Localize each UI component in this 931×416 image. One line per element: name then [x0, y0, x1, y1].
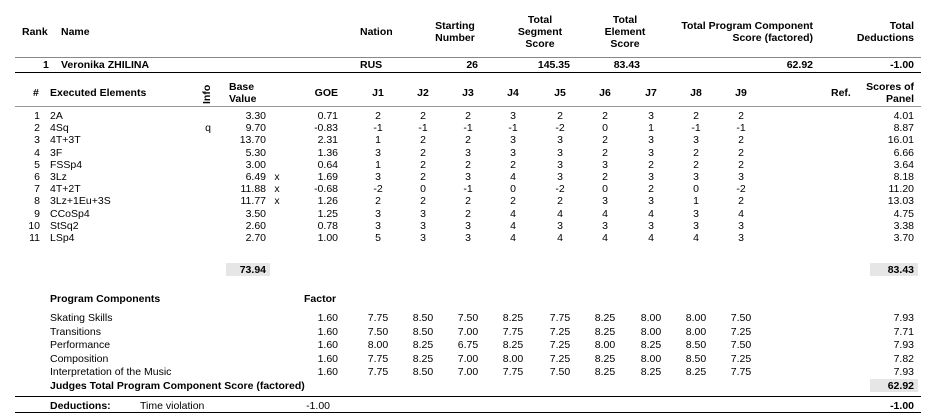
element-judge-score: 2 — [602, 146, 608, 159]
element-judge-score: 2 — [375, 195, 381, 208]
element-name: 4T+2T — [50, 183, 81, 196]
element-judge-score: 2 — [420, 195, 426, 208]
element-num: 11 — [29, 232, 40, 244]
pc-judge-score: 8.25 — [412, 352, 434, 365]
pc-judge-score: 8.50 — [412, 325, 434, 338]
pc-factor-label: Factor — [304, 293, 337, 305]
element-judge-score: 3 — [375, 171, 381, 183]
element-judge-score: 3 — [557, 158, 563, 171]
element-goe: 1.00 — [317, 232, 338, 244]
element-panel-score: 3.38 — [893, 219, 914, 232]
pc-judge-score: 8.00 — [640, 325, 662, 338]
skater-tss: 145.35 — [537, 59, 570, 71]
element-name: LSp4 — [50, 232, 75, 244]
pc-judge-score: 7.75 — [502, 366, 524, 378]
element-judge-score: -2 — [555, 122, 565, 135]
element-name: 3Lz+1Eu+3S — [50, 195, 111, 208]
pc-judge-score: 8.00 — [502, 352, 524, 365]
pc-judge-score: 8.25 — [594, 352, 616, 365]
element-base-value: 6.49 — [245, 171, 266, 183]
element-judge-score: 2 — [693, 146, 699, 159]
element-judge-score: 0 — [693, 183, 699, 196]
pc-judge-score: 7.25 — [730, 325, 752, 338]
element-judge-score: 3 — [648, 110, 654, 122]
element-num: 1 — [34, 110, 40, 122]
element-num: 3 — [34, 134, 40, 147]
header-total-deductions: Total Deductions — [856, 20, 914, 44]
element-panel-score: 13.03 — [887, 195, 914, 208]
element-judge-score: 3 — [420, 219, 426, 232]
element-judge-score: -2 — [736, 183, 746, 196]
deductions-item: Time violation — [140, 400, 205, 412]
pc-judge-score: 8.25 — [640, 366, 662, 378]
element-judge-score: 5 — [375, 232, 381, 244]
element-base-value: 11.77 — [240, 195, 266, 208]
element-panel-score: 4.01 — [893, 110, 914, 122]
element-judge-score: 0 — [602, 122, 608, 135]
element-panel-score: 8.18 — [893, 171, 914, 183]
pc-judge-score: 8.25 — [594, 366, 616, 378]
element-judge-score: 2 — [465, 195, 471, 208]
elements-header-goe: GOE — [314, 87, 338, 99]
element-judge-score: -1 — [691, 122, 701, 135]
pc-panel-score: 7.93 — [893, 312, 914, 324]
deductions-total: -1.00 — [890, 400, 914, 412]
pc-judge-score: 8.50 — [685, 352, 707, 365]
element-name: 3F — [50, 146, 63, 159]
element-judge-score: 2 — [648, 183, 654, 196]
pc-judge-score: 8.25 — [594, 312, 616, 324]
element-judge-score: -1 — [373, 122, 383, 135]
skater-deductions: -1.00 — [890, 59, 914, 71]
element-bonus-mark: x — [274, 171, 280, 183]
skater-name: Veronika ZHILINA — [61, 59, 150, 71]
pc-factor: 1.60 — [317, 325, 338, 338]
element-judge-score: 2 — [602, 134, 608, 147]
pc-judge-score: 7.25 — [730, 352, 752, 365]
element-num: 8 — [34, 195, 40, 208]
element-bonus-mark: x — [274, 183, 280, 196]
element-name: 3Lz — [50, 171, 67, 183]
pc-name: Skating Skills — [50, 312, 113, 324]
element-goe: 1.25 — [317, 207, 338, 220]
element-judge-score: 2 — [465, 207, 471, 220]
element-base-value: 3.50 — [245, 207, 266, 220]
element-judge-score: 3 — [420, 232, 426, 244]
element-judge-score: -1 — [463, 183, 473, 196]
header-rank: Rank — [22, 26, 48, 38]
element-judge-score: 2 — [375, 110, 381, 122]
header-starting-number: Starting Number — [435, 20, 475, 44]
element-num: 5 — [34, 158, 40, 171]
element-info: q — [205, 122, 211, 135]
element-judge-score: 1 — [648, 122, 654, 135]
element-judge-score: 2 — [738, 195, 744, 208]
element-judge-score: 2 — [602, 171, 608, 183]
pc-judge-score: 7.75 — [549, 312, 571, 324]
element-judge-score: 2 — [420, 146, 426, 159]
element-judge-score: -1 — [736, 122, 746, 135]
element-judge-score: 3 — [465, 232, 471, 244]
element-base-value: 13.70 — [239, 134, 266, 147]
deductions-item-value: -1.00 — [306, 400, 330, 412]
pc-judge-score: 8.00 — [640, 352, 662, 365]
element-name: 2A — [50, 110, 63, 122]
pc-factor: 1.60 — [317, 352, 338, 365]
element-judge-score: 2 — [557, 110, 563, 122]
element-base-value: 2.60 — [245, 219, 266, 232]
element-judge-score: 3 — [375, 146, 381, 159]
element-judge-score: 3 — [510, 110, 516, 122]
element-judge-score: 4 — [557, 232, 563, 244]
pc-judge-score: 8.50 — [412, 366, 434, 378]
element-goe: 0.78 — [317, 219, 338, 232]
pc-judge-score: 7.75 — [502, 325, 524, 338]
element-goe: 0.64 — [317, 158, 338, 171]
judge-header: J2 — [417, 87, 429, 99]
element-judge-score: 4 — [648, 232, 654, 244]
pc-judge-score: 7.50 — [730, 339, 752, 351]
judge-header: J6 — [599, 87, 611, 99]
pc-judge-score: 8.00 — [594, 339, 616, 351]
element-judge-score: 0 — [420, 183, 426, 196]
element-judge-score: 2 — [420, 134, 426, 147]
pc-judge-score: 8.50 — [685, 339, 707, 351]
judges-total-pcs: 62.92 — [887, 380, 914, 392]
elements-total-score: 83.43 — [887, 264, 914, 276]
element-judge-score: 0 — [510, 183, 516, 196]
pc-judge-score: 8.25 — [502, 312, 524, 324]
elements-header-base-value: Base Value — [229, 81, 257, 105]
skater-nation: RUS — [360, 59, 383, 71]
element-name: CCoSp4 — [50, 207, 90, 220]
element-panel-score: 3.70 — [893, 232, 914, 244]
element-judge-score: 3 — [738, 219, 744, 232]
judge-header: J3 — [462, 87, 474, 99]
element-judge-score: 4 — [648, 207, 654, 220]
pc-judge-score: 7.75 — [367, 352, 389, 365]
element-name: 4Sq — [50, 122, 69, 135]
header-total-element-score: Total Element Score — [604, 14, 646, 50]
element-judge-score: 2 — [465, 158, 471, 171]
element-judge-score: 3 — [693, 207, 699, 220]
element-goe: 1.26 — [317, 195, 338, 208]
element-panel-score: 6.66 — [893, 146, 914, 159]
pc-judge-score: 7.25 — [549, 325, 571, 338]
element-num: 7 — [34, 183, 40, 196]
header-nation: Nation — [360, 26, 393, 38]
element-judge-score: 3 — [510, 134, 516, 147]
element-judge-score: 3 — [693, 219, 699, 232]
judge-header: J8 — [690, 87, 702, 99]
element-bonus-mark: x — [274, 195, 280, 208]
element-judge-score: 3 — [648, 219, 654, 232]
element-judge-score: 2 — [738, 110, 744, 122]
deductions-label: Deductions: — [50, 400, 111, 412]
elements-header-num: # — [33, 87, 39, 99]
element-judge-score: 4 — [510, 232, 516, 244]
pc-judge-score: 7.00 — [457, 352, 479, 365]
element-judge-score: 1 — [693, 195, 699, 208]
elements-header-info: Info — [201, 84, 213, 104]
element-num: 2 — [34, 122, 40, 135]
element-name: StSq2 — [50, 219, 79, 232]
skater-tes: 83.43 — [613, 59, 640, 71]
element-judge-score: 2 — [465, 134, 471, 147]
pc-judge-score: 7.75 — [367, 366, 389, 378]
element-base-value: 2.70 — [245, 232, 266, 244]
element-judge-score: 2 — [602, 110, 608, 122]
element-judge-score: 2 — [420, 158, 426, 171]
pc-name: Interpretation of the Music — [50, 366, 172, 378]
pc-factor: 1.60 — [317, 366, 338, 378]
element-judge-score: 3 — [557, 134, 563, 147]
element-goe: 1.36 — [317, 146, 338, 159]
header-total-segment-score: Total Segment Score — [517, 14, 563, 50]
element-judge-score: 2 — [557, 195, 563, 208]
element-judge-score: 0 — [602, 183, 608, 196]
element-judge-score: 2 — [465, 110, 471, 122]
element-panel-score: 3.64 — [893, 158, 914, 171]
element-judge-score: 2 — [420, 110, 426, 122]
pc-judge-score: 8.25 — [685, 366, 707, 378]
pc-judge-score: 7.25 — [549, 339, 571, 351]
pc-name: Transitions — [50, 325, 101, 338]
pc-panel-score: 7.93 — [893, 366, 914, 378]
element-base-value: 11.88 — [240, 183, 266, 196]
element-judge-score: 3 — [602, 195, 608, 208]
judge-header: J5 — [554, 87, 566, 99]
element-judge-score: 2 — [510, 158, 516, 171]
elements-header-executed: Executed Elements — [50, 87, 147, 99]
element-judge-score: 4 — [602, 232, 608, 244]
pc-factor: 1.60 — [317, 339, 338, 351]
pc-judge-score: 8.25 — [412, 339, 434, 351]
element-judge-score: 3 — [510, 146, 516, 159]
element-judge-score: 3 — [375, 207, 381, 220]
element-judge-score: 3 — [648, 146, 654, 159]
pc-judge-score: 7.50 — [367, 325, 389, 338]
element-panel-score: 4.75 — [893, 207, 914, 220]
element-judge-score: 3 — [738, 232, 744, 244]
element-panel-score: 8.87 — [893, 122, 914, 135]
element-judge-score: 4 — [510, 219, 516, 232]
element-judge-score: 3 — [648, 134, 654, 147]
judge-header: J1 — [372, 87, 384, 99]
pc-judge-score: 6.75 — [457, 339, 479, 351]
pc-judge-score: 7.25 — [549, 352, 571, 365]
element-judge-score: 2 — [420, 171, 426, 183]
pc-judge-score: 7.00 — [457, 325, 479, 338]
element-judge-score: 1 — [375, 134, 381, 147]
judge-header: J9 — [735, 87, 747, 99]
element-judge-score: 2 — [648, 158, 654, 171]
pc-judge-score: 8.00 — [685, 312, 707, 324]
element-judge-score: 3 — [557, 219, 563, 232]
pc-title: Program Components — [50, 293, 161, 305]
pc-judge-score: 8.25 — [640, 339, 662, 351]
element-judge-score: 4 — [510, 207, 516, 220]
element-judge-score: -1 — [418, 122, 428, 135]
pc-judge-score: 7.50 — [730, 312, 752, 324]
pc-judge-score: 8.00 — [367, 339, 389, 351]
element-judge-score: -1 — [463, 122, 473, 135]
element-judge-score: 2 — [693, 158, 699, 171]
header-total-pcs: Total Program Component Score (factored) — [681, 20, 813, 44]
element-judge-score: 1 — [375, 158, 381, 171]
header-name: Name — [61, 26, 90, 38]
element-judge-score: 3 — [465, 219, 471, 232]
element-judge-score: 4 — [510, 171, 516, 183]
pc-judge-score: 7.00 — [457, 366, 479, 378]
element-judge-score: 3 — [465, 171, 471, 183]
element-judge-score: -1 — [508, 122, 518, 135]
element-judge-score: 3 — [465, 146, 471, 159]
pc-name: Composition — [50, 352, 109, 365]
element-num: 4 — [34, 146, 40, 159]
pc-judge-score: 8.00 — [640, 312, 662, 324]
pc-panel-score: 7.82 — [893, 352, 914, 365]
element-judge-score: 3 — [738, 171, 744, 183]
element-goe: -0.68 — [314, 183, 338, 196]
element-goe: 0.71 — [317, 110, 338, 122]
skater-starting-number: 26 — [466, 59, 478, 71]
element-judge-score: -2 — [373, 183, 383, 196]
element-judge-score: 4 — [602, 207, 608, 220]
pc-judge-score: 8.25 — [502, 339, 524, 351]
element-judge-score: 2 — [738, 134, 744, 147]
element-base-value: 5.30 — [245, 146, 266, 159]
pc-judge-score: 7.75 — [730, 366, 752, 378]
element-base-value: 3.30 — [245, 110, 266, 122]
element-judge-score: 3 — [648, 171, 654, 183]
element-judge-score: 3 — [648, 195, 654, 208]
element-name: FSSp4 — [50, 158, 83, 171]
pc-panel-score: 7.71 — [893, 325, 914, 338]
element-judge-score: 4 — [557, 207, 563, 220]
elements-total-base-value: 73.94 — [239, 264, 266, 276]
element-base-value: 3.00 — [245, 158, 266, 171]
element-panel-score: 16.01 — [887, 134, 914, 147]
pc-name: Performance — [50, 339, 111, 351]
element-num: 10 — [28, 219, 40, 232]
element-goe: 2.31 — [317, 134, 338, 147]
pc-judge-score: 7.50 — [457, 312, 479, 324]
element-judge-score: 3 — [693, 134, 699, 147]
elements-header-ref: Ref. — [831, 87, 851, 99]
element-judge-score: 2 — [738, 146, 744, 159]
element-judge-score: 3 — [602, 219, 608, 232]
judge-header: J7 — [645, 87, 657, 99]
element-judge-score: 4 — [738, 207, 744, 220]
element-judge-score: 3 — [602, 158, 608, 171]
element-base-value: 9.70 — [245, 122, 266, 135]
element-judge-score: 4 — [693, 232, 699, 244]
pc-judge-score: 8.00 — [685, 325, 707, 338]
element-judge-score: 2 — [738, 158, 744, 171]
element-judge-score: 3 — [557, 171, 563, 183]
pc-judge-score: 7.75 — [367, 312, 389, 324]
pc-factor: 1.60 — [317, 312, 338, 324]
judge-header: J4 — [507, 87, 519, 99]
pc-judge-score: 8.25 — [594, 325, 616, 338]
element-judge-score: 2 — [693, 110, 699, 122]
element-judge-score: 2 — [510, 195, 516, 208]
element-judge-score: 3 — [375, 219, 381, 232]
elements-header-scores-of-panel: Scores of Panel — [866, 81, 914, 105]
element-num: 6 — [34, 171, 40, 183]
element-goe: -0.83 — [314, 122, 338, 135]
element-goe: 1.69 — [317, 171, 338, 183]
element-judge-score: 3 — [557, 146, 563, 159]
skater-rank: 1 — [43, 59, 49, 71]
pc-judge-score: 8.50 — [412, 312, 434, 324]
pc-judge-score: 7.50 — [549, 366, 571, 378]
element-num: 9 — [34, 207, 40, 220]
element-judge-score: 3 — [693, 171, 699, 183]
element-judge-score: -2 — [555, 183, 565, 196]
skater-pcs: 62.92 — [786, 59, 813, 71]
judges-total-pcs-label: Judges Total Program Component Score (factored) — [50, 380, 305, 392]
element-name: 4T+3T — [50, 134, 81, 147]
element-panel-score: 11.20 — [888, 183, 914, 196]
pc-panel-score: 7.93 — [893, 339, 914, 351]
element-judge-score: 3 — [420, 207, 426, 220]
